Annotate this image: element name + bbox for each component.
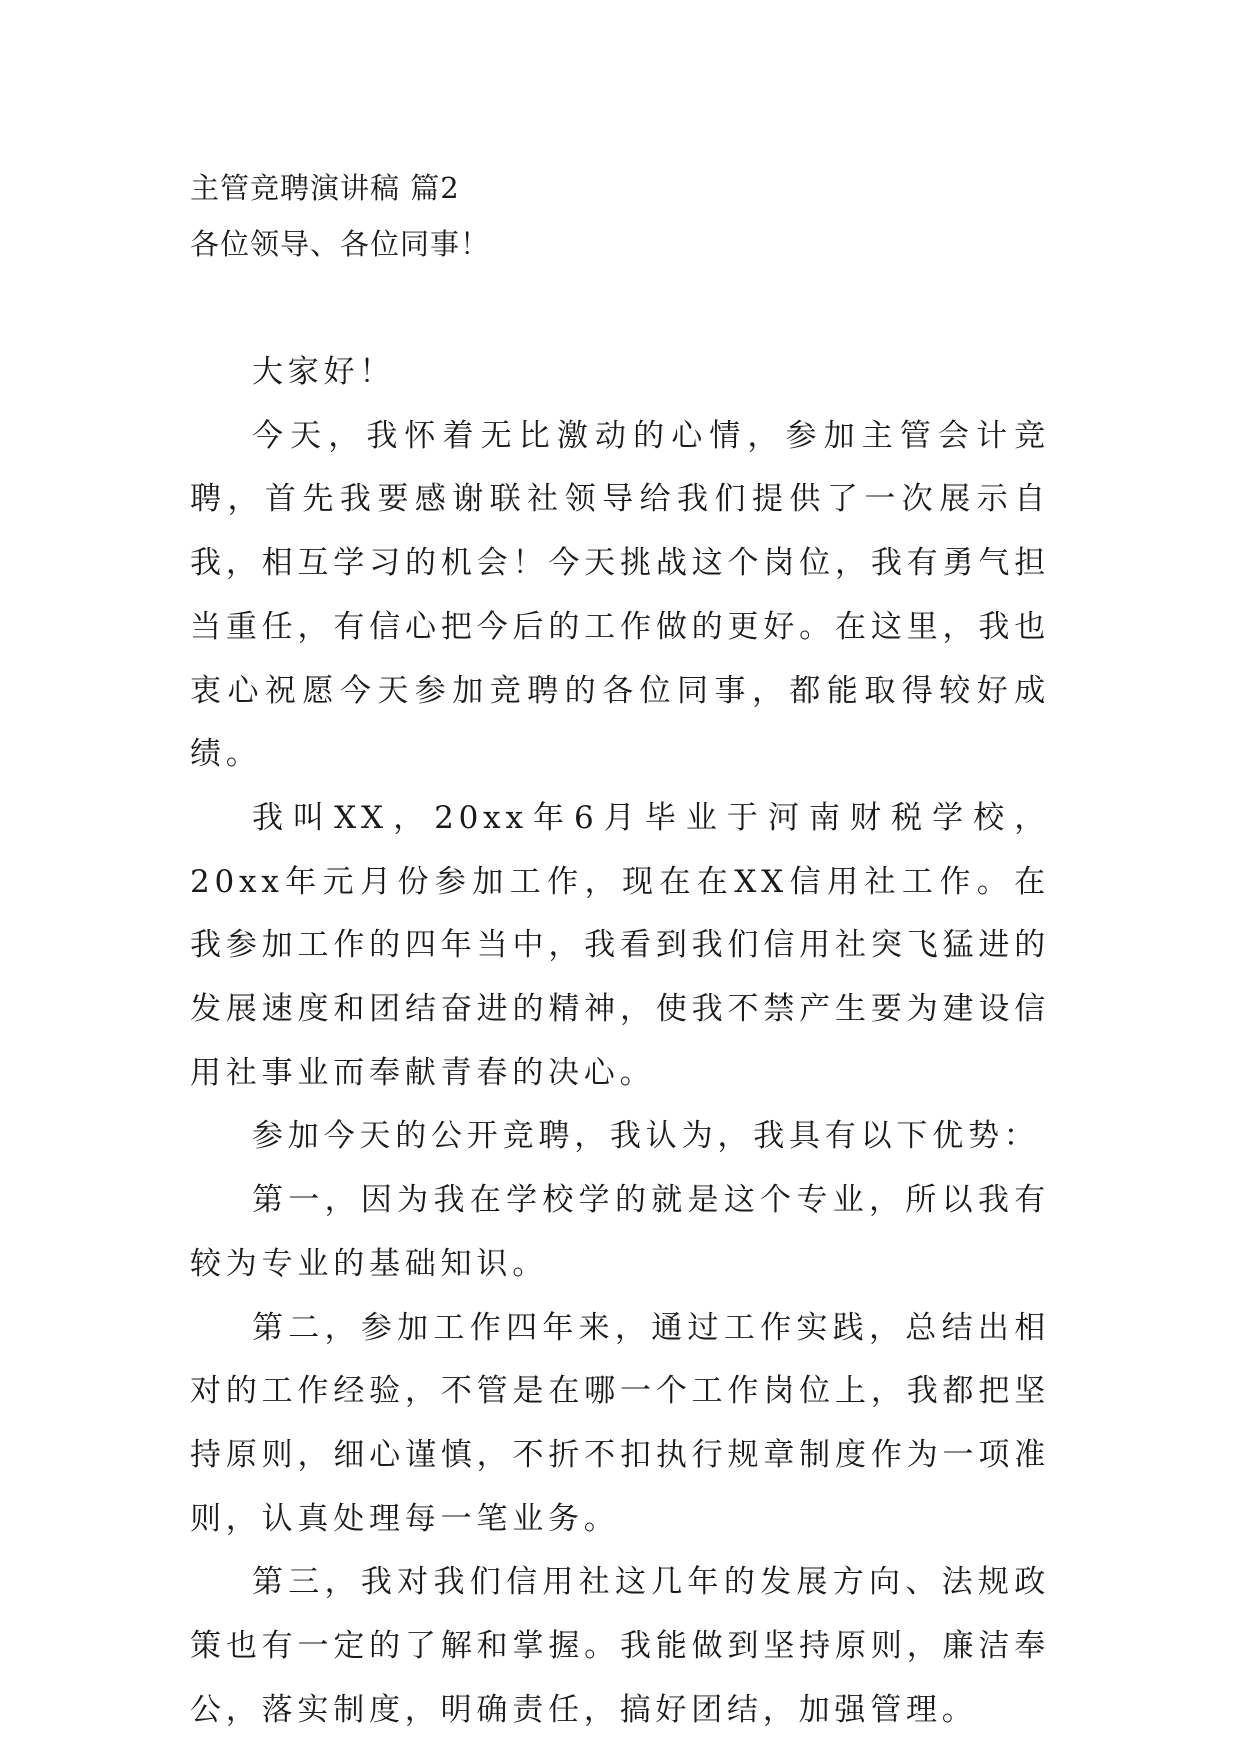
paragraph-advantages-intro: 参加今天的公开竞聘，我认为，我具有以下优势： <box>252 1118 1040 1155</box>
paragraph-advantage-3: 第三，我对我们信用社这几年的发展方向、法规政策也有一定的了解和掌握。我能做到坚持原则，廉洁奉公，落实制度，明确责任，搞好团结，加强管理。 <box>190 1564 1050 1728</box>
paragraph-self-introduction: 我叫XX，20xx年6月毕业于河南财税学校，20xx年元月份参加工作，现在在XX信用社工作。在我参加工作的四年当中，我看到我们信用社突飞猛进的发展速度和团结奋进的精神，使我不禁产生要为建设信用社事业而奉献青春的决心。 <box>190 799 1050 1091</box>
paragraph-intro: 今天，我怀着无比激动的心情，参加主管会计竞聘，首先我要感谢联社领导给我们提供了一次展示自我，相互学习的机会！今天挑战这个岗位，我有勇气担当重任，有信心把今后的工作做的更好。在这里，我也衷心祝愿今天参加竞聘的各位同事，都能取得较好成绩。 <box>190 417 1050 773</box>
paragraph-advantage-2: 第二，参加工作四年来，通过工作实践，总结出相对的工作经验，不管是在哪一个工作岗位上，我都把坚持原则，细心谨慎，不折不扣执行规章制度作为一项准则，认真处理每一笔业务。 <box>190 1309 1050 1537</box>
document-body <box>190 341 1050 1742</box>
paragraph-greeting: 大家好！ <box>252 354 396 390</box>
salutation: 各位领导、各位同事！ <box>190 227 491 261</box>
document-title: 主管竞聘演讲稿 篇2 <box>190 171 460 205</box>
paragraph-advantage-1: 第一，因为我在学校学的就是这个专业，所以我有较为专业的基础知识。 <box>190 1182 1050 1282</box>
